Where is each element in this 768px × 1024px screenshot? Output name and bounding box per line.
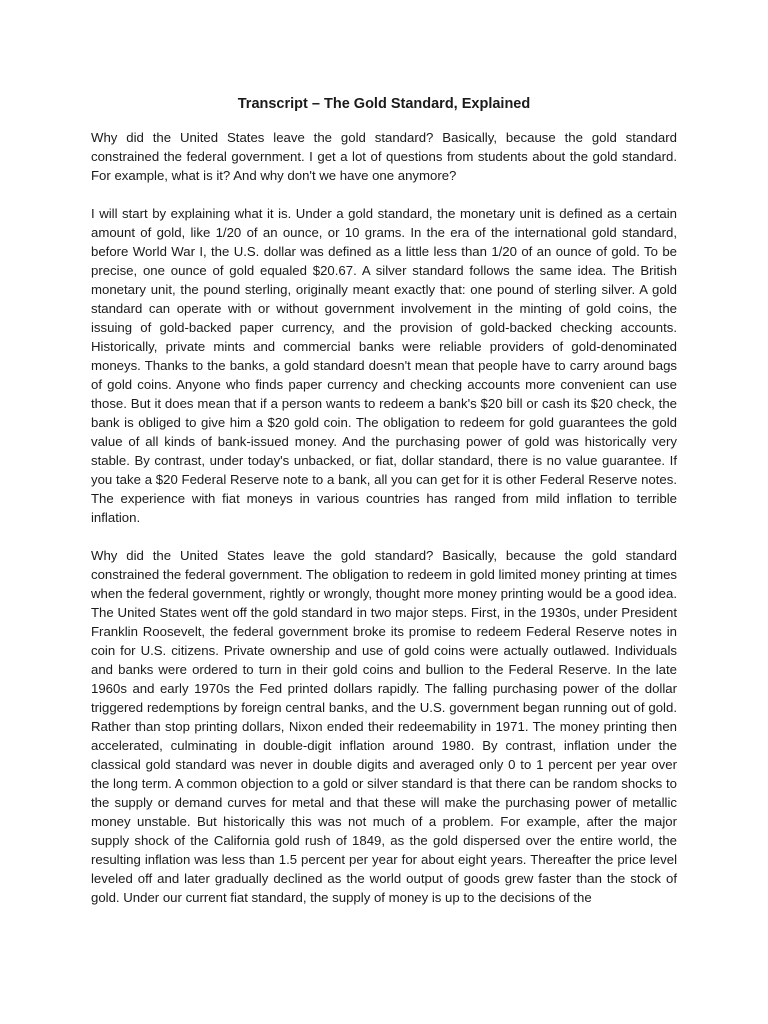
paragraph-2: I will start by explaining what it is. Under a gold standard, the monetary unit is defined as a certain amount of gold, like 1/20 of an ounce, or 10 grams. In the era of the international gold standard, before World War I, the U.S. dollar was defined as a little less than 1/20 of an ounce of gold. To be precise, one ounce of gold equaled $20.67. A silver standard follows the same idea. The British monetary unit, the pound sterling, originally meant exactly that: one pound of sterling silver. A gold standard can operate with or without government involvement in the minting of gold coins, the issuing of gold-backed paper currency, and the provision of gold-backed checking accounts. Historically, private mints and commercial banks were reliable providers of gold-denominated moneys. Thanks to the banks, a gold standard doesn't mean that people have to carry around bags of gold coins. Anyone who finds paper currency and checking accounts more convenient can use those. But it does mean that if a person wants to redeem a bank's $20 bill or cash its $20 check, the bank is obliged to give him a $20 gold coin. The obligation to redeem for gold guarantees the gold value of all kinds of bank-issued money. And the purchasing power of gold was historically very stable. By contrast, under today's unbacked, or fiat, dollar standard, there is no value guarantee. If you take a $20 Federal Reserve note to a bank, all you can get for it is other Federal Reserve notes. The experience with fiat moneys in various countries has ranged from mild inflation to terrible inflation.: [91, 206, 677, 525]
document-title: Transcript – The Gold Standard, Explained: [237, 96, 531, 112]
paragraph-3: Why did the United States leave the gold standard? Basically, because the gold standard constrained the federal government. The obligation to redeem in gold limited money printing at times when the federal government, rightly or wrongly, thought more money printing would be a good idea. The United States went off the gold standard in two major steps. First, in the 1930s, under President Franklin Roosevelt, the federal government broke its promise to redeem Federal Reserve notes in coin for U.S. citizens. Private ownership and use of gold coins were actually outlawed. Individuals and banks were ordered to turn in their gold coins and bullion to the Federal Reserve. In the late 1960s and early 1970s the Fed printed dollars rapidly. The falling purchasing power of the dollar triggered redemptions by foreign central banks, and the U.S. government began running out of gold. Rather than stop printing dollars, Nixon ended their redeemability in 1971. The money printing then accelerated, culminating in double-digit inflation around 1980. By contrast, inflation under the classical gold standard was never in double digits and averaged only 0 to 1 percent per year over the long term. A common objection to a gold or silver standard is that there can be random shocks to the supply or demand curves for metal and that these will make the purchasing power of metallic money unstable. But historically this was not much of a problem. For example, after the major supply shock of the California gold rush of 1849, as the gold dispersed over the entire world, the resulting inflation was less than 1.5 percent per year for about eight years. Thereafter the price level leveled off and later gradually declined as the world output of goods grew faster than the stock of gold. Under our current fiat standard, the supply of money is up to the decisions of the: [91, 548, 677, 905]
document-page: [91, 94, 677, 926]
paragraph-1: Why did the United States leave the gold standard? Basically, because the gold standard constrained the federal government. I get a lot of questions from students about the gold standard. For example, what is it? And why don't we have one anymore?: [91, 130, 677, 183]
